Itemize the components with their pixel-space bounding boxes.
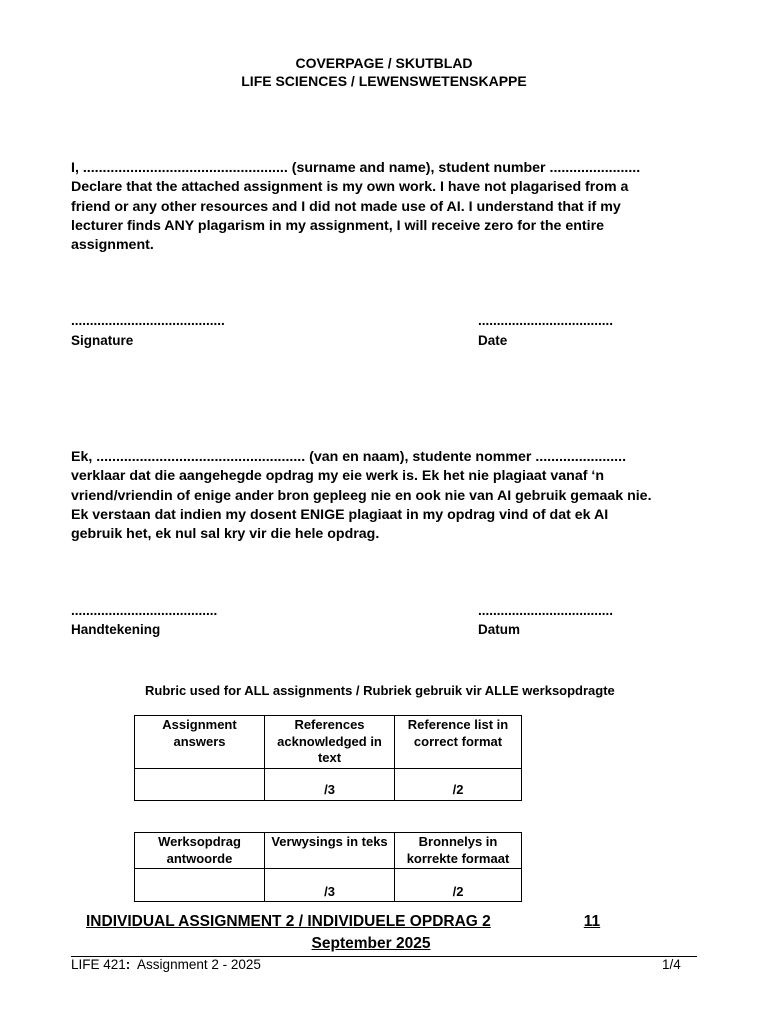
footer-assignment: Assignment 2 - 2025 xyxy=(130,957,261,972)
rubric-caption: Rubric used for ALL assignments / Rubriek gebruik vir ALLE werksopdragte xyxy=(145,683,615,698)
declaration-line: Declare that the attached assignment is my own work. I have not plagarised from a xyxy=(71,179,629,196)
score-cell[interactable] xyxy=(135,869,265,902)
assignment-heading-day: 11 xyxy=(583,913,601,930)
table-header-cell: References acknowledged in text xyxy=(265,716,395,769)
table-header-cell: Reference list in correct format xyxy=(395,716,522,769)
declaration-line: assignment. xyxy=(71,237,154,254)
footer-page-number: 1/4 xyxy=(662,957,681,972)
score-cell[interactable] xyxy=(135,768,265,800)
declaration-line: friend or any other resources and I did not made use of AI. I understand that if my xyxy=(71,198,621,215)
footer-left xyxy=(71,957,261,972)
table-header-cell: Werksopdrag antwoorde xyxy=(135,833,265,869)
table-header-cell: Bronnelys in korrekte formaat xyxy=(395,833,522,869)
assignment-heading-left: INDIVIDUAL ASSIGNMENT 2 / INDIVIDUELE OPDRAG 2 xyxy=(86,913,491,930)
table-header-row xyxy=(135,833,522,869)
page-title: COVERPAGE / SKUTBLAD xyxy=(295,55,473,71)
footer-separator: : xyxy=(125,957,131,972)
signature-label: Signature xyxy=(71,333,134,348)
signature-label: Handtekening xyxy=(71,622,161,637)
table-header-cell: Assignment answers xyxy=(135,716,265,769)
footer-course: LIFE 421 xyxy=(71,957,126,972)
date-line: .................................... xyxy=(478,603,614,618)
assignment-heading-date: September 2025 xyxy=(311,935,431,952)
score-cell[interactable]: /2 xyxy=(395,869,522,902)
date-line: .................................... xyxy=(478,313,614,328)
score-cell[interactable]: /3 xyxy=(265,768,395,800)
declaration-line: gebruik het, ek nul sal kry vir die hele opdrag. xyxy=(71,526,380,543)
table-header-row xyxy=(135,716,522,769)
declaration-english xyxy=(71,159,711,255)
rubric-table-afrikaans xyxy=(134,832,522,902)
rubric-table-english xyxy=(134,715,522,801)
declaration-line: Ek verstaan dat indien my dosent ENIGE plagiaat in my opdrag vind of dat ek AI xyxy=(71,506,609,523)
score-cell[interactable]: /3 xyxy=(265,869,395,902)
date-label: Datum xyxy=(478,622,521,637)
score-cell[interactable]: /2 xyxy=(395,768,522,800)
signature-line: ......................................... xyxy=(71,313,225,328)
declaration-line: lecturer finds ANY plagarism in my assignment, I will receive zero for the entire xyxy=(71,217,604,234)
table-score-row xyxy=(135,869,522,902)
declaration-line: verklaar dat die aangehegde opdrag my eie werk is. Ek het nie plagiaat vanaf ‘n xyxy=(71,468,605,485)
table-header-cell: Verwysings in teks xyxy=(265,833,395,869)
declaration-afrikaans xyxy=(71,448,711,544)
signature-line: ....................................... xyxy=(71,603,218,618)
table-score-row xyxy=(135,768,522,800)
declaration-line: Ek, ..................................................... (van en naam), studente nommer ....................... xyxy=(71,449,627,465)
declaration-line: I, .................................................... (surname and name), student number ....................... xyxy=(71,160,641,176)
declaration-line: vriend/vriendin of enige ander bron gepleeg nie en ook nie van AI gebruik gemaak nie. xyxy=(71,487,652,504)
assignment-heading xyxy=(86,913,656,931)
page-subtitle: LIFE SCIENCES / LEWENSWETENSKAPPE xyxy=(241,73,527,89)
date-label: Date xyxy=(478,333,508,348)
